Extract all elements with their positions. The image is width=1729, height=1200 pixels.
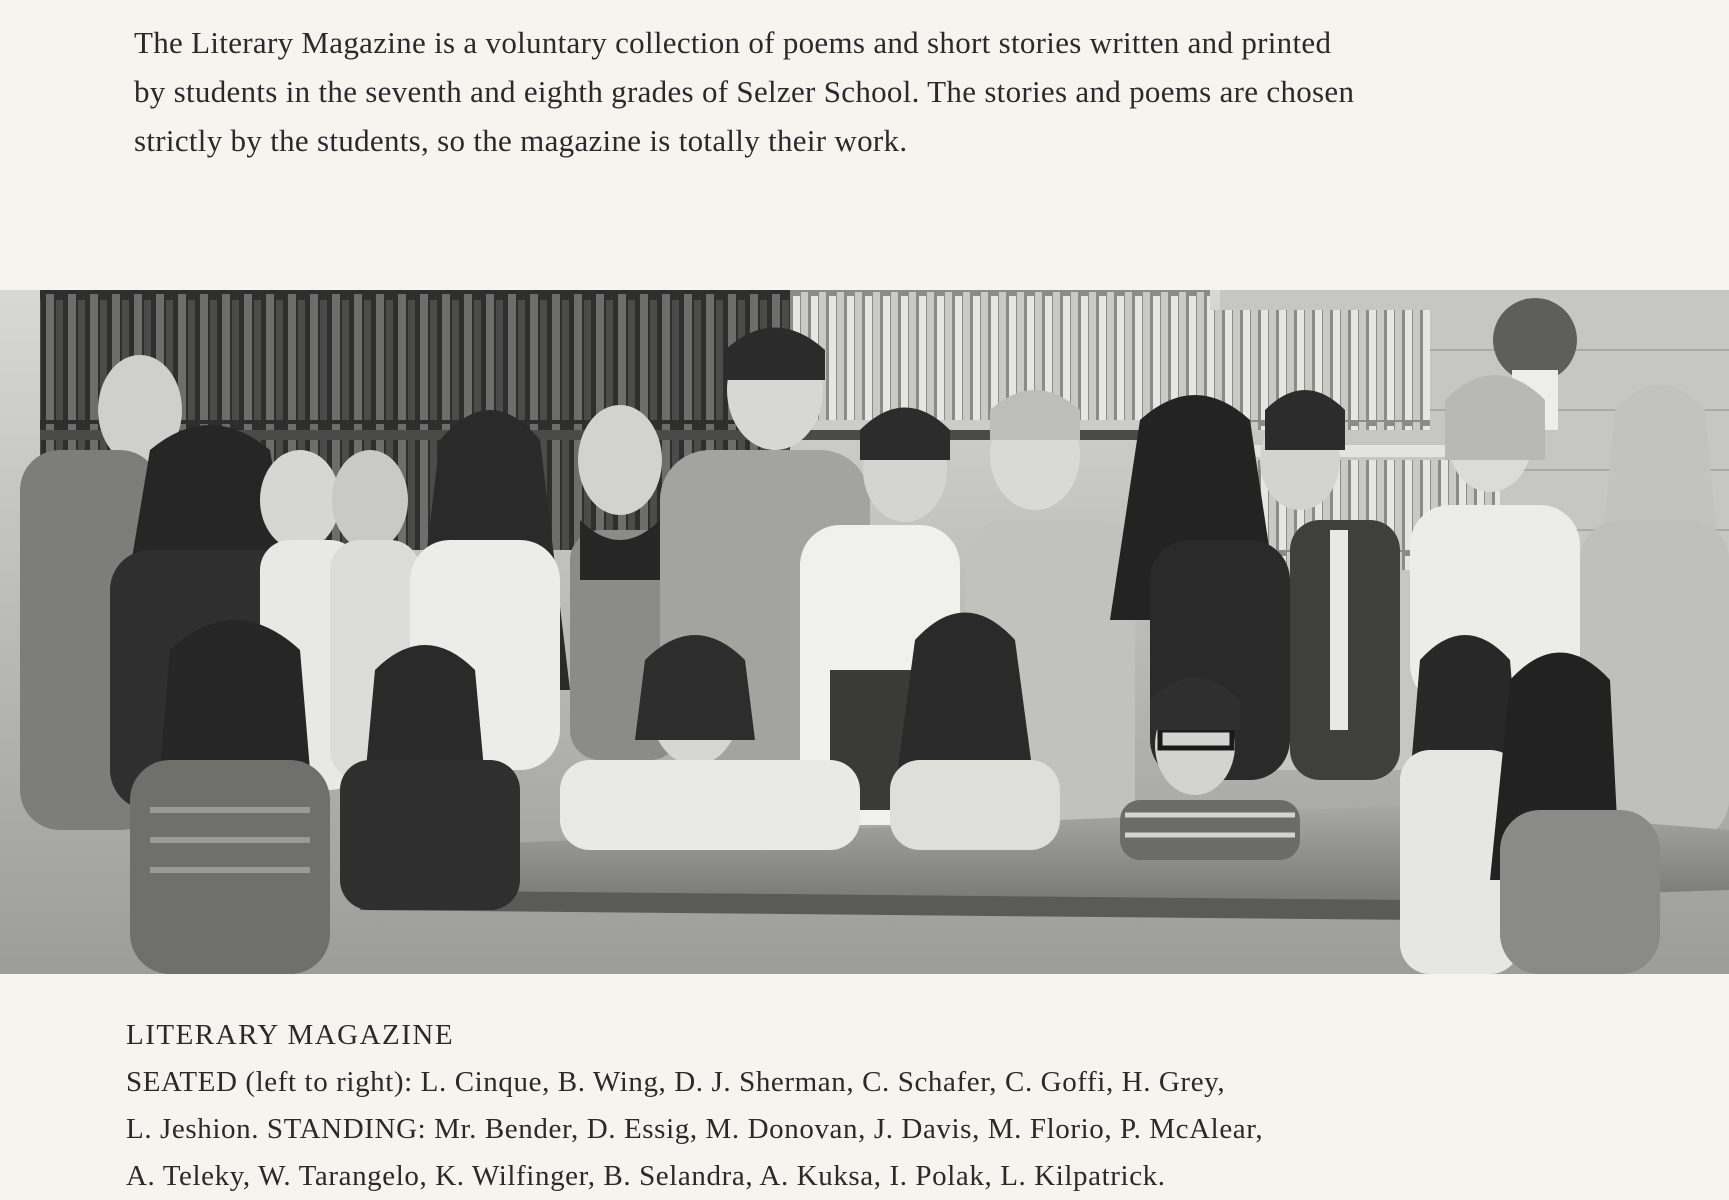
intro-line: strictly by the students, so the magazine is totally their work. [134,123,908,158]
intro-line: The Literary Magazine is a voluntary collection of poems and short stories written and printed [134,25,1332,60]
intro-line: by students in the seventh and eighth grades of Selzer School. The stories and poems are chosen [134,74,1355,109]
intro-paragraph [134,18,1654,165]
caption-standing-line: L. Jeshion. STANDING: Mr. Bender, D. Essig, M. Donovan, J. Davis, M. Florio, P. McAlear, [126,1113,1264,1145]
group-photo [0,290,1729,974]
caption-title: LITERARY MAGAZINE [126,1019,455,1051]
photo-caption [126,1012,1686,1200]
caption-standing-line-cont: A. Teleky, W. Tarangelo, K. Wilfinger, B. Selandra, A. Kuksa, I. Polak, L. Kilpatrick. [126,1160,1166,1192]
caption-seated-line: SEATED (left to right): L. Cinque, B. Wing, D. J. Sherman, C. Schafer, C. Goffi, H. Grey, [126,1066,1226,1098]
